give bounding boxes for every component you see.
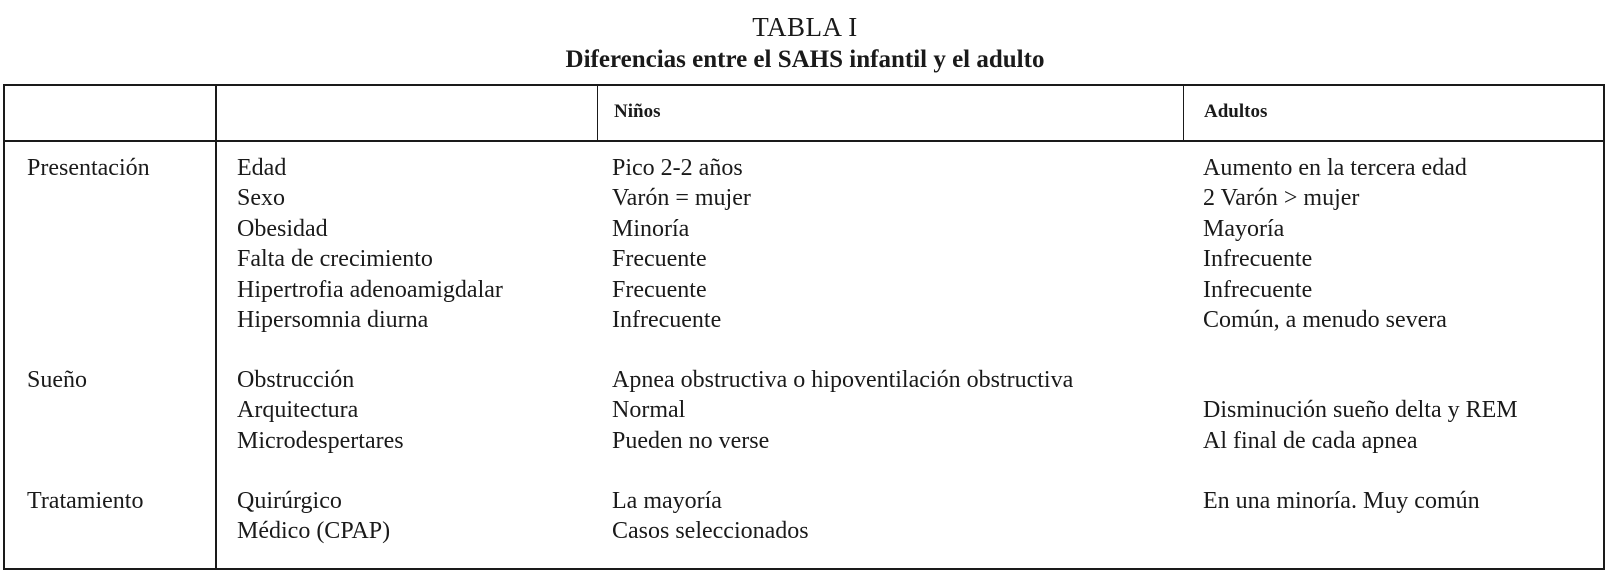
- table-cell: Común, a menudo severa: [1203, 306, 1447, 333]
- table-cell: [1203, 365, 1518, 395]
- section-presentacion-ninos: [612, 153, 751, 335]
- table-cell: Obesidad: [237, 215, 328, 242]
- table-cell: Falta de crecimiento: [237, 246, 433, 273]
- section-label-presentacion: [27, 153, 150, 183]
- table-cell: Disminución sueño delta y REM: [1203, 397, 1518, 424]
- column-divider-parameter: [215, 84, 217, 570]
- table-cell: Médico (CPAP): [237, 518, 391, 545]
- table-cell: Hipertrofia adenoamigdalar: [237, 276, 503, 303]
- table-title: Diferencias entre el SAHS infantil y el adulto: [565, 46, 1045, 73]
- table-cell: Pico 2-2 años: [612, 155, 743, 181]
- table-cell: Frecuente: [612, 276, 707, 303]
- table-cell: Normal: [612, 397, 686, 424]
- section-name: Sueño: [27, 367, 87, 393]
- table-cell: En una minoría. Muy común: [1203, 488, 1480, 514]
- table-cell: Al final de cada apnea: [1203, 427, 1418, 454]
- table-cell: Mayoría: [1203, 215, 1285, 242]
- table-cell: Pueden no verse: [612, 427, 770, 454]
- section-label-sueno: [27, 365, 87, 395]
- section-tratamiento-parameters: [237, 486, 390, 547]
- table-cell: Edad: [237, 155, 287, 181]
- section-name: Presentación: [27, 155, 150, 181]
- table-cell: Frecuente: [612, 246, 707, 273]
- table-label: TABLA I: [752, 12, 858, 42]
- table-cell: Infrecuente: [1203, 276, 1313, 303]
- header-ninos: Niños: [614, 101, 661, 122]
- column-divider-adultos: [1183, 84, 1184, 141]
- table-cell: Infrecuente: [1203, 246, 1313, 273]
- table-cell: Obstrucción: [237, 367, 355, 393]
- section-presentacion-adultos: [1203, 153, 1467, 335]
- section-tratamiento-ninos: [612, 486, 809, 547]
- table-cell: Casos seleccionados: [612, 518, 809, 545]
- section-label-tratamiento: [27, 486, 143, 516]
- section-sueno-parameters: [237, 365, 404, 456]
- table-cell: Varón = mujer: [612, 185, 751, 212]
- table-cell: Infrecuente: [612, 306, 722, 333]
- table-cell: 2 Varón > mujer: [1203, 185, 1360, 212]
- table-cell: Minoría: [612, 215, 690, 242]
- section-name: Tratamiento: [27, 488, 144, 514]
- table-cell: La mayoría: [612, 488, 722, 514]
- table-cell: [1203, 516, 1480, 546]
- table-cell: Sexo: [237, 185, 285, 212]
- section-sueno-ninos: [612, 365, 1073, 456]
- table-cell: Hipersomnia diurna: [237, 306, 429, 333]
- table-cell: Apnea obstructiva o hipoventilación obstructiva: [612, 367, 1074, 393]
- table-cell: Arquitectura: [237, 397, 359, 424]
- section-presentacion-parameters: [237, 153, 503, 335]
- section-sueno-adultos: [1203, 365, 1518, 456]
- section-tratamiento-adultos: [1203, 486, 1480, 547]
- header-divider: [3, 140, 1605, 142]
- header-adultos: Adultos: [1204, 101, 1268, 122]
- table-cell: Microdespertares: [237, 427, 404, 454]
- table-cell: Aumento en la tercera edad: [1203, 155, 1467, 181]
- table-cell: Quirúrgico: [237, 488, 342, 514]
- column-divider-ninos: [597, 84, 598, 141]
